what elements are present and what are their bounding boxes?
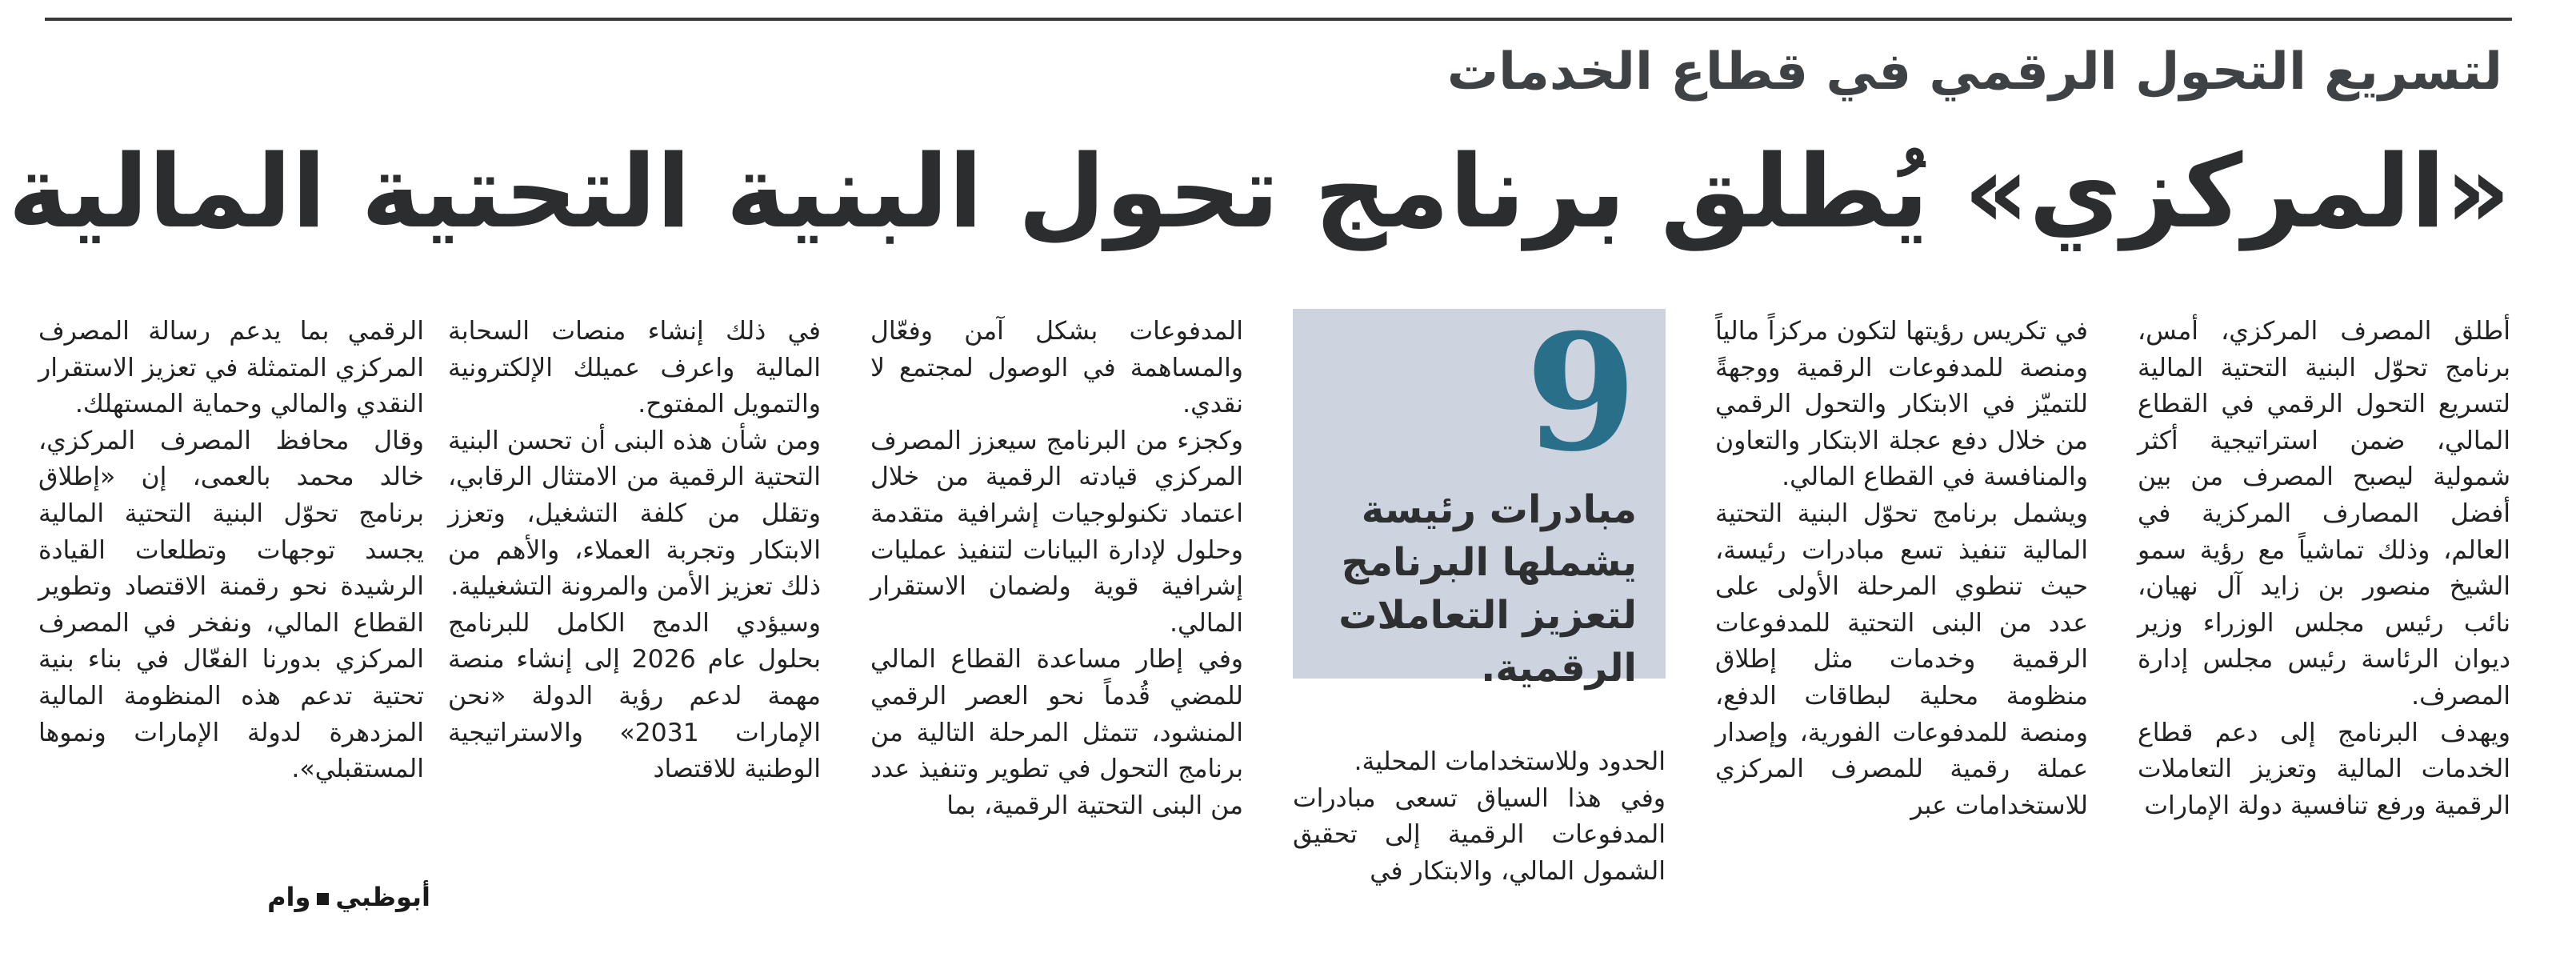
top-rule [45, 18, 2512, 21]
article-column-3 [1293, 744, 1666, 890]
paragraph: ويهدف البرنامج إلى دعم قطاع الخدمات المالية وتعزيز التعاملات الرقمية ورفع تنافسية دولة الإمارات [2138, 718, 2510, 820]
paragraph: وقال محافظ المصرف المركزي، خالد محمد بالعمى، إن «إطلاق برنامج تحوّل البنية التحتية المالية يجسد توجهات وتطلعات القيادة الرشيدة نحو رقمنة الاقتصاد وتطوير القطاع المالي، ونفخر في المصرف المركزي بدورنا الفعّال في بناء بنية تحتية تدعم هذه المنظومة المالية المزدهرة لدولة الإمارات ونموها المستقبلي». [38, 426, 424, 784]
article-column-1 [2138, 314, 2510, 824]
byline-separator-icon [317, 893, 329, 905]
paragraph: وسيؤدي الدمج الكامل للبرنامج بحلول عام 2026 إلى إنشاء منصة مهمة لدعم رؤية الدولة «نحن الإمارات 2031» والاستراتيجية الوطنية للاقتصاد [448, 608, 821, 784]
byline-agency: وام [267, 882, 311, 912]
paragraph: ومن شأن هذه البنى أن تحسن البنية التحتية الرقمية من الامتثال الرقابي، وتقلل من كلفة التشغيل، وتعزز الابتكار وتجربة العملاء، والأهم من ذلك تعزيز الأمن والمرونة التشغيلية. [448, 426, 821, 602]
paragraph: وفي هذا السياق تسعى مبادرات المدفوعات الرقمية إلى تحقيق الشمول المالي، والابتكار في [1293, 783, 1666, 886]
paragraph: ويشمل برنامج تحوّل البنية التحتية المالية تنفيذ تسع مبادرات رئيسة، حيث تنطوي المرحلة الأولى على عدد من البنى التحتية للمدفوعات الرقمية وخدمات مثل إطلاق منظومة محلية لبطاقات الدفع، ومنصة للمدفوعات الفورية، وإصدار عملة رقمية للمصرف المركزي للاستخدامات عبر [1715, 499, 2088, 820]
paragraph: وكجزء من البرنامج سيعزز المصرف المركزي قيادته الرقمية من خلال اعتماد تكنولوجيات إشرافية متقدمة وحلول لإدارة البيانات لتنفيذ عمليات إشرافية قوية ولضمان الاستقرار المالي. [870, 426, 1243, 638]
article-kicker: لتسريع التحول الرقمي في قطاع الخدمات [1446, 42, 2502, 102]
paragraph: في تكريس رؤيتها لتكون مركزاً مالياً ومنصة للمدفوعات الرقمية ووجهةً للتميّز في الابتكار والتحول الرقمي من خلال دفع عجلة الابتكار والتعاون والمنافسة في القطاع المالي. [1715, 317, 2088, 492]
paragraph: الحدود وللاستخدامات المحلية. [1354, 747, 1666, 776]
byline [45, 882, 430, 912]
paragraph: الرقمي بما يدعم رسالة المصرف المركزي المتمثلة في تعزيز الاستقرار النقدي والمالي وحماية المستهلك. [38, 317, 424, 419]
paragraph: وفي إطار مساعدة القطاع المالي للمضي قُدماً نحو العصر الرقمي المنشود، تتمثل المرحلة التالية من برنامج التحول في تطوير وتنفيذ عدد من البنى التحتية الرقمية، بما [870, 645, 1243, 820]
paragraph: المدفوعات بشكل آمن وفعّال والمساهمة في الوصول لمجتمع لا نقدي. [870, 317, 1243, 419]
article-column-4 [870, 314, 1243, 824]
paragraph: في ذلك إنشاء منصات السحابة المالية واعرف عميلك الإلكترونية والتمويل المفتوح. [448, 317, 821, 419]
byline-location: أبوظبي [335, 882, 430, 912]
paragraph: أطلق المصرف المركزي، أمس، برنامج تحوّل البنية التحتية المالية لتسريع التحول الرقمي في القطاع المالي، ضمن استراتيجية أكثر شمولية ليصبح المصرف من بين أفضل المصارف المركزية في العالم، وذلك تماشياً مع رؤية سمو الشيخ منصور بن زايد آل نهيان، نائب رئيس مجلس الوزراء وزير ديوان الرئاسة رئيس مجلس إدارة المصرف. [2138, 317, 2510, 711]
article-headline: «المركزي» يُطلق برنامج تحول البنية التحتية المالية [8, 133, 2510, 250]
pull-quote-text: مبادرات رئيسة يشملها البرنامج لتعزيز التعاملات الرقمية. [1338, 487, 1637, 691]
article-column-2 [1715, 314, 2088, 824]
article-column-5 [448, 314, 821, 788]
pull-quote-box [1293, 299, 1666, 691]
article-column-6 [38, 314, 424, 788]
pull-quote-number: 9 [1525, 299, 1637, 487]
